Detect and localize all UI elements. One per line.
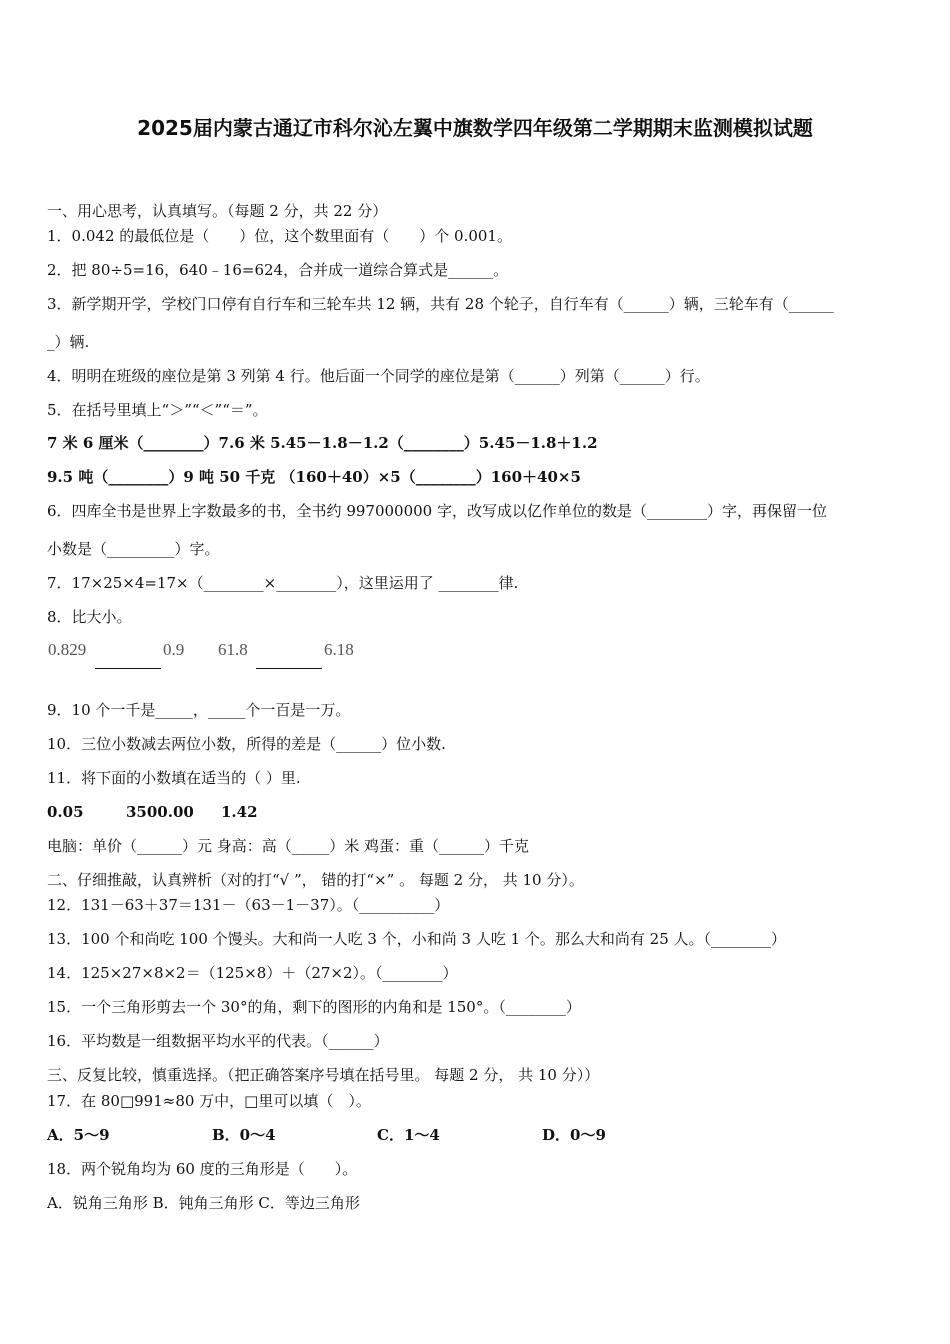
question-5-row1: 7 米 6 厘米（________）7.6 米 5.45－1.8－1.2（________）5.45－1.8＋1.2 [47, 434, 598, 452]
compare-value-3: 61.8 [218, 640, 248, 659]
section3-heading: 三、反复比较，慎重选择。（把正确答案序号填在括号里。 每题 2 分， 共 10 分）） [47, 1066, 600, 1084]
question-8: 8．比大小。 [47, 608, 132, 626]
question-11-num-3: 1.42 [221, 803, 258, 821]
question-14: 14．125×27×8×2＝（125×8）＋（27×2）。（________） [47, 964, 458, 982]
question-17: 17．在 80□991≈80 万中，□里可以填（ ）。 [47, 1092, 371, 1110]
question-10: 10．三位小数减去两位小数，所得的差是（______）位小数. [47, 735, 446, 753]
question-1: 1．0.042 的最低位是（ ）位，这个数里面有（ ）个 0.001。 [47, 227, 512, 245]
question-6-line1: 6．四库全书是世界上字数最多的书，全书约 997000000 字，改写成以亿作单位的数是（________）字，再保留一位 [47, 502, 827, 520]
question-13: 13．100 个和尚吃 100 个馒头。大和尚一人吃 3 个，小和尚 3 人吃 1 个。那么大和尚有 25 人。（________） [47, 930, 787, 948]
question-5: 5．在括号里填上“＞”“＜”“＝”。 [47, 401, 268, 419]
question-11: 11．将下面的小数填在适当的（ ）里. [47, 769, 301, 787]
question-18-options: A．锐角三角形 B．钝角三角形 C．等边三角形 [47, 1194, 360, 1212]
section2-heading: 二、仔细推敲，认真辨析（对的打“√ ”， 错的打“×” 。 每题 2 分， 共 10 分）。 [47, 871, 584, 889]
question-11-fill: 电脑：单价（______）元 身高：高（_____）米 鸡蛋：重（______）千克 [47, 837, 530, 855]
question-12: 12．131－63＋37＝131－（63－1－37）。（__________） [47, 896, 450, 914]
question-3-line2: _）辆. [47, 333, 90, 351]
compare-value-4: 6.18 [324, 640, 354, 659]
compare-blank-2 [256, 668, 322, 669]
question-2: 2．把 80÷5=16，640﹣16=624，合并成一道综合算式是______。 [47, 261, 509, 279]
question-3-line1: 3．新学期开学，学校门口停有自行车和三轮车共 12 辆，共有 28 个轮子，自行车有（______）辆，三轮车有（______ [47, 295, 834, 313]
question-17-option-a: A．5～9 [47, 1126, 110, 1144]
page-title: 2025届内蒙古通辽市科尔沁左翼中旗数学四年级第二学期期末监测模拟试题 [137, 116, 813, 140]
question-18: 18．两个锐角均为 60 度的三角形是（ ）。 [47, 1160, 358, 1178]
question-11-num-2: 3500.00 [126, 803, 194, 821]
question-17-option-d: D．0～9 [542, 1126, 606, 1144]
question-4: 4．明明在班级的座位是第 3 列第 4 行。他后面一个同学的座位是第（______）列第（______）行。 [47, 367, 710, 385]
question-6-line2: 小数是（_________）字。 [47, 540, 220, 558]
compare-value-2: 0.9 [163, 640, 185, 659]
question-17-option-c: C．1～4 [377, 1126, 440, 1144]
question-5-row2: 9.5 吨（________）9 吨 50 千克 （160＋40）×5（________）160＋40×5 [47, 468, 581, 486]
section1-heading: 一、用心思考，认真填写。（每题 2 分，共 22 分） [47, 202, 388, 220]
question-11-num-1: 0.05 [47, 803, 84, 821]
question-15: 15．一个三角形剪去一个 30°的角，剩下的图形的内角和是 150°。（________） [47, 998, 581, 1016]
question-7: 7．17×25×4=17×（________×________），这里运用了 ________律. [47, 574, 519, 592]
question-9: 9．10 个一千是_____，_____个一百是一万。 [47, 701, 351, 719]
question-17-option-b: B．0～4 [212, 1126, 276, 1144]
compare-blank-1 [95, 668, 161, 669]
question-16: 16．平均数是一组数据平均水平的代表。（______） [47, 1032, 389, 1050]
compare-value-1: 0.829 [48, 640, 87, 659]
